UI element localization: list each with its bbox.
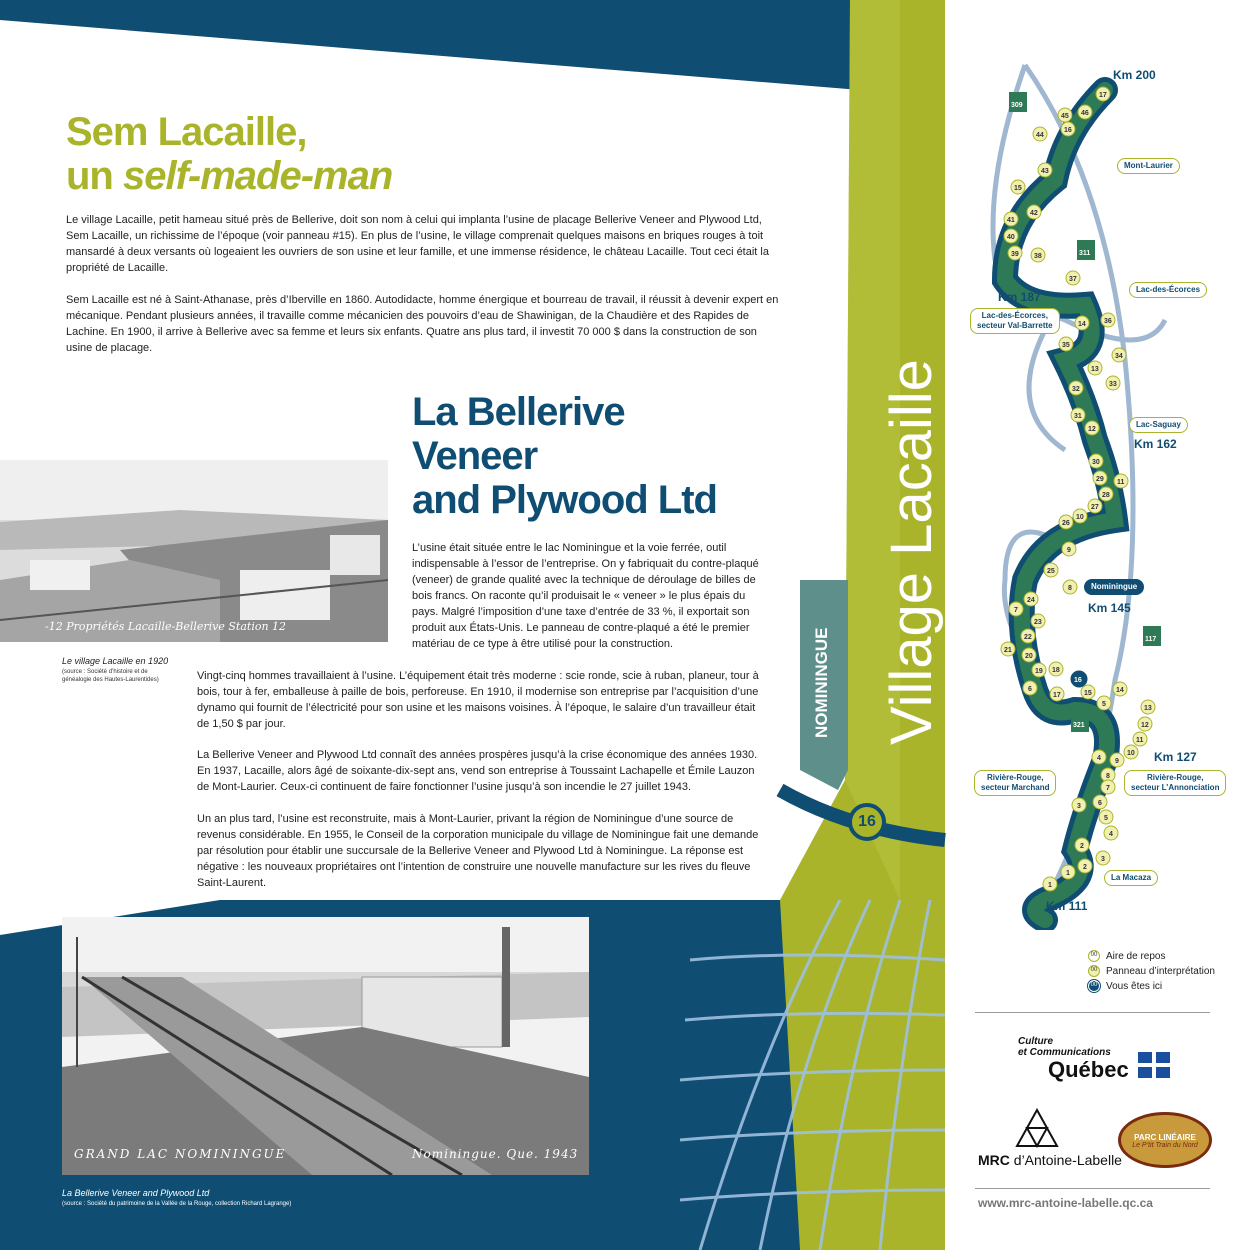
svg-text:31: 31 <box>1074 413 1082 420</box>
quebec-flag-icon <box>1138 1052 1170 1078</box>
km-127: Km 127 <box>1154 750 1197 764</box>
svg-text:9: 9 <box>1067 547 1071 554</box>
svg-text:24: 24 <box>1027 597 1035 604</box>
svg-text:38: 38 <box>1034 253 1042 260</box>
legend-divider <box>975 1012 1210 1013</box>
svg-text:9: 9 <box>1115 758 1119 765</box>
svg-text:27: 27 <box>1091 504 1099 511</box>
logo-mrc-name: d’Antoine-Labelle <box>1009 1152 1122 1168</box>
top-navy-band <box>0 0 860 90</box>
svg-text:17: 17 <box>1053 692 1061 699</box>
svg-text:32: 32 <box>1072 386 1080 393</box>
svg-text:1: 1 <box>1048 882 1052 889</box>
svg-text:44: 44 <box>1036 132 1044 139</box>
place-val-barrette: Lac-des-Écorces, secteur Val-Barrette <box>970 308 1060 334</box>
legend-interpretation-label: Panneau d’interprétation <box>1106 965 1215 977</box>
svg-text:26: 26 <box>1062 520 1070 527</box>
panel-number-badge: 16 <box>848 803 886 841</box>
svg-text:34: 34 <box>1115 353 1123 360</box>
svg-text:41: 41 <box>1007 217 1015 224</box>
svg-text:3: 3 <box>1077 803 1081 810</box>
section2-title-line2: Veneer <box>412 434 538 478</box>
logo-parc-name: PARC LINÉAIRE <box>1134 1133 1196 1142</box>
mrc-logo-icon <box>1012 1108 1062 1148</box>
legend-rest-area-marker: 00 <box>1088 950 1100 962</box>
logo-parc-lineaire <box>1118 1112 1212 1168</box>
route-map <box>945 60 1250 930</box>
svg-text:12: 12 <box>1088 426 1096 433</box>
svg-text:45: 45 <box>1061 113 1069 120</box>
photo-factory-illustration <box>62 917 589 1175</box>
photo2-source: (source : Société du patrimoine de la Vallée de la Rouge, collection Richard Lagrange) <box>62 1201 292 1207</box>
km-145: Km 145 <box>1088 601 1131 615</box>
svg-text:3: 3 <box>1101 856 1105 863</box>
logo-quebec-word: Québec <box>1048 1057 1129 1082</box>
village-title: Village Lacaille <box>879 359 944 745</box>
svg-text:36: 36 <box>1104 318 1112 325</box>
svg-text:16: 16 <box>1064 127 1072 134</box>
svg-text:35: 35 <box>1062 342 1070 349</box>
section1-title-italic: self-made-man <box>122 154 393 198</box>
km-187: Km 187 <box>998 290 1041 304</box>
photo2-inscription-right: Nominingue. Que. 1943 <box>412 1147 579 1161</box>
logo-mrc <box>978 1152 1122 1168</box>
svg-text:10: 10 <box>1127 750 1135 757</box>
place-mont-laurier: Mont-Laurier <box>1117 158 1180 174</box>
svg-text:23: 23 <box>1034 619 1042 626</box>
svg-text:14: 14 <box>1116 687 1124 694</box>
logo-culture-line1: Culture <box>1018 1036 1053 1047</box>
svg-text:7: 7 <box>1106 785 1110 792</box>
logo-culture-quebec <box>1018 1036 1111 1058</box>
section2-para1: L’usine était située entre le lac Nominingue et la voie ferrée, outil indispensable à l’essor de l’entreprise. On y fabriquait du contre-plaqué (veneer) de grande qualité avec la technique de déroulage de billes de bois francs. On raconte qu’il produisait le « veneer » le plus épais du pays. Malgré l’imposition d’une taxe d’entrée de 33 %, il exportait son produit aux États-Unis. Le panneau de contre-plaqué a été le premier matériau de ce type à être utilisé pour la construction. <box>412 542 759 650</box>
place-marchand: Rivière-Rouge, secteur Marchand <box>974 770 1056 796</box>
section1-title <box>66 110 566 198</box>
svg-text:8: 8 <box>1106 773 1110 780</box>
svg-text:17: 17 <box>1099 92 1107 99</box>
logo-mrc-prefix: MRC <box>978 1152 1010 1168</box>
photo2-caption: La Bellerive Veneer and Plywood Ltd <box>62 1188 210 1198</box>
section1-para2: Sem Lacaille est né à Saint-Athanase, près d’Iberville en 1860. Autodidacte, homme énergique et bourreau de travail, il réussit à devenir expert en mécanique. Pendant plusieurs années, il travaille comme mécanicien des pouvoirs d’eau de Shawinigan, de la Chaudière et des Rapides de Lachine. En 1900, il arrive à Bellerive avec sa femme et leurs six enfants. Quatre ans plus tard, il investit 70 000 $ dans la construction de son usine de placage. <box>66 294 779 354</box>
svg-text:11: 11 <box>1117 479 1125 486</box>
place-lac-des-ecorces: Lac-des-Écorces <box>1129 282 1207 298</box>
km-200: Km 200 <box>1113 68 1156 82</box>
legend-you-are-here-marker: 00 <box>1088 980 1100 992</box>
photo-village-illustration <box>0 460 388 642</box>
place-la-macaza: La Macaza <box>1104 870 1158 886</box>
svg-text:14: 14 <box>1078 321 1086 328</box>
legend-you-are-here-label: Vous êtes ici <box>1106 980 1163 992</box>
svg-text:13: 13 <box>1091 366 1099 373</box>
section2-title-line1: La Bellerive <box>412 390 625 434</box>
svg-text:7: 7 <box>1014 607 1018 614</box>
svg-text:11: 11 <box>1136 737 1144 744</box>
svg-text:8: 8 <box>1068 585 1072 592</box>
section2-para2: Vingt-cinq hommes travaillaient à l’usine. L’équipement était très moderne : scie ronde, scie à ruban, planeur, tour à bois, tour à fer, emballeuse à paille de bois, perforeuse. En 1910, il modernise son entreprise par l’acquisition d’une dynamo qui fournit de l’électricité pour son usine et les maisons voisines. À l’époque, le salaire d’un travailleur était de 1,50 $ par jour. <box>197 670 759 730</box>
svg-text:2: 2 <box>1080 843 1084 850</box>
svg-text:42: 42 <box>1030 210 1038 217</box>
svg-text:33: 33 <box>1109 381 1117 388</box>
svg-text:6: 6 <box>1028 686 1032 693</box>
photo-factory-1943 <box>62 917 589 1175</box>
svg-text:40: 40 <box>1007 234 1015 241</box>
svg-text:43: 43 <box>1041 168 1049 175</box>
route-321: 321 <box>1073 722 1085 729</box>
photo1-inscription: -12 Propriétés Lacaille-Bellerive Station 12 <box>45 620 287 633</box>
svg-text:46: 46 <box>1081 110 1089 117</box>
photo1-source: (source : Société d’histoire et de généalogie des Hautes-Laurentides) <box>62 669 159 683</box>
svg-text:1: 1 <box>1066 870 1070 877</box>
legend-interpretation-marker: 00 <box>1088 965 1100 977</box>
svg-text:12: 12 <box>1141 722 1149 729</box>
svg-text:5: 5 <box>1104 815 1108 822</box>
section2-title-line3: and Plywood Ltd <box>412 478 717 522</box>
logo-parc-subtitle: Le P’tit Train du Nord <box>1132 1142 1198 1149</box>
svg-text:18: 18 <box>1052 667 1060 674</box>
photo2-inscription-left: GRAND LAC NOMININGUE <box>74 1147 287 1161</box>
website-link[interactable]: www.mrc-antoine-labelle.qc.ca <box>978 1196 1153 1210</box>
route-309: 309 <box>1011 102 1023 109</box>
svg-text:16: 16 <box>1074 677 1082 684</box>
svg-text:30: 30 <box>1092 459 1100 466</box>
svg-text:28: 28 <box>1102 492 1110 499</box>
legend-rest-area-label: Aire de repos <box>1106 950 1166 962</box>
svg-text:5: 5 <box>1102 701 1106 708</box>
svg-text:15: 15 <box>1014 185 1022 192</box>
section1-title-line2 <box>66 154 566 198</box>
section1-title-line1: Sem Lacaille, <box>66 110 307 154</box>
legend-rest-area <box>1088 950 1165 962</box>
route-311: 311 <box>1079 250 1091 257</box>
photo-village-1920 <box>0 460 388 642</box>
svg-text:25: 25 <box>1047 568 1055 575</box>
svg-text:37: 37 <box>1069 276 1077 283</box>
svg-text:19: 19 <box>1035 668 1043 675</box>
logo-culture-line2: et Communications <box>1018 1047 1111 1058</box>
section2-para4: Un an plus tard, l’usine est reconstruite, mais à Mont-Laurier, privant la région de Nominingue d’une source de revenus considérable. En 1955, le Conseil de la corporation municipale du village de Nominingue fait une demande par résolution pour établir une succursale de la Bellerive Veneer and Plywood Ltd à Nominingue. La réponse est négative : les nouveaux propriétaires ont l’intention de construire une nouvelle manufacture sur les rives du fleuve Saint-Laurent. <box>197 813 759 889</box>
svg-text:39: 39 <box>1011 251 1019 258</box>
section1-title-prefix: un <box>66 154 123 198</box>
place-lac-saguay: Lac-Saguay <box>1129 417 1188 433</box>
km-162: Km 162 <box>1134 437 1177 451</box>
section2-para3: La Bellerive Veneer and Plywood Ltd connaît des années prospères jusqu’à la crise économique des années 1930. En 1937, Lacaille, alors âgé de soixante-dix-sept ans, vend son entreprise à Toussaint Lachapelle et Émile Lauzon de Mont-Laurier. Ceux-ci continuent de faire fonctionner l’usine jusqu’à son incendie le 27 juillet 1943. <box>197 749 758 793</box>
svg-text:22: 22 <box>1024 634 1032 641</box>
photo1-caption: Le village Lacaille en 1920 <box>62 656 169 666</box>
route-117: 117 <box>1145 636 1157 643</box>
svg-text:2: 2 <box>1083 864 1087 871</box>
place-nominingue: Nominingue <box>1084 579 1144 595</box>
section1-para1: Le village Lacaille, petit hameau situé près de Bellerive, doit son nom à celui qui implanta l’usine de placage Bellerive Veneer and Plywood Ltd, Sem Lacaille, un richissime de l’époque (voir panneau #15). En plus de l’usine, le village comprenait quelques maisons en briques rouges à toit mansardé à deux versants où logeaient les ouvriers de son usine et leur famille, et une immense résidence, le château Lacaille. Tout ceci était la propriété de Lacaille. <box>66 214 769 274</box>
legend-you-are-here <box>1088 980 1162 992</box>
svg-text:21: 21 <box>1004 647 1012 654</box>
logos-divider <box>975 1188 1210 1189</box>
legend-interpretation <box>1088 965 1215 977</box>
svg-text:15: 15 <box>1084 690 1092 697</box>
svg-text:10: 10 <box>1076 514 1084 521</box>
place-lannonciation: Rivière-Rouge, secteur L’Annonciation <box>1124 770 1226 796</box>
svg-text:29: 29 <box>1096 476 1104 483</box>
municipality-label: NOMININGUE <box>812 627 831 738</box>
svg-text:4: 4 <box>1097 755 1101 762</box>
svg-text:20: 20 <box>1025 653 1033 660</box>
svg-text:13: 13 <box>1144 705 1152 712</box>
svg-text:4: 4 <box>1109 831 1113 838</box>
section2-title <box>412 390 792 522</box>
svg-text:6: 6 <box>1098 800 1102 807</box>
km-111: Km 111 <box>1046 899 1088 913</box>
